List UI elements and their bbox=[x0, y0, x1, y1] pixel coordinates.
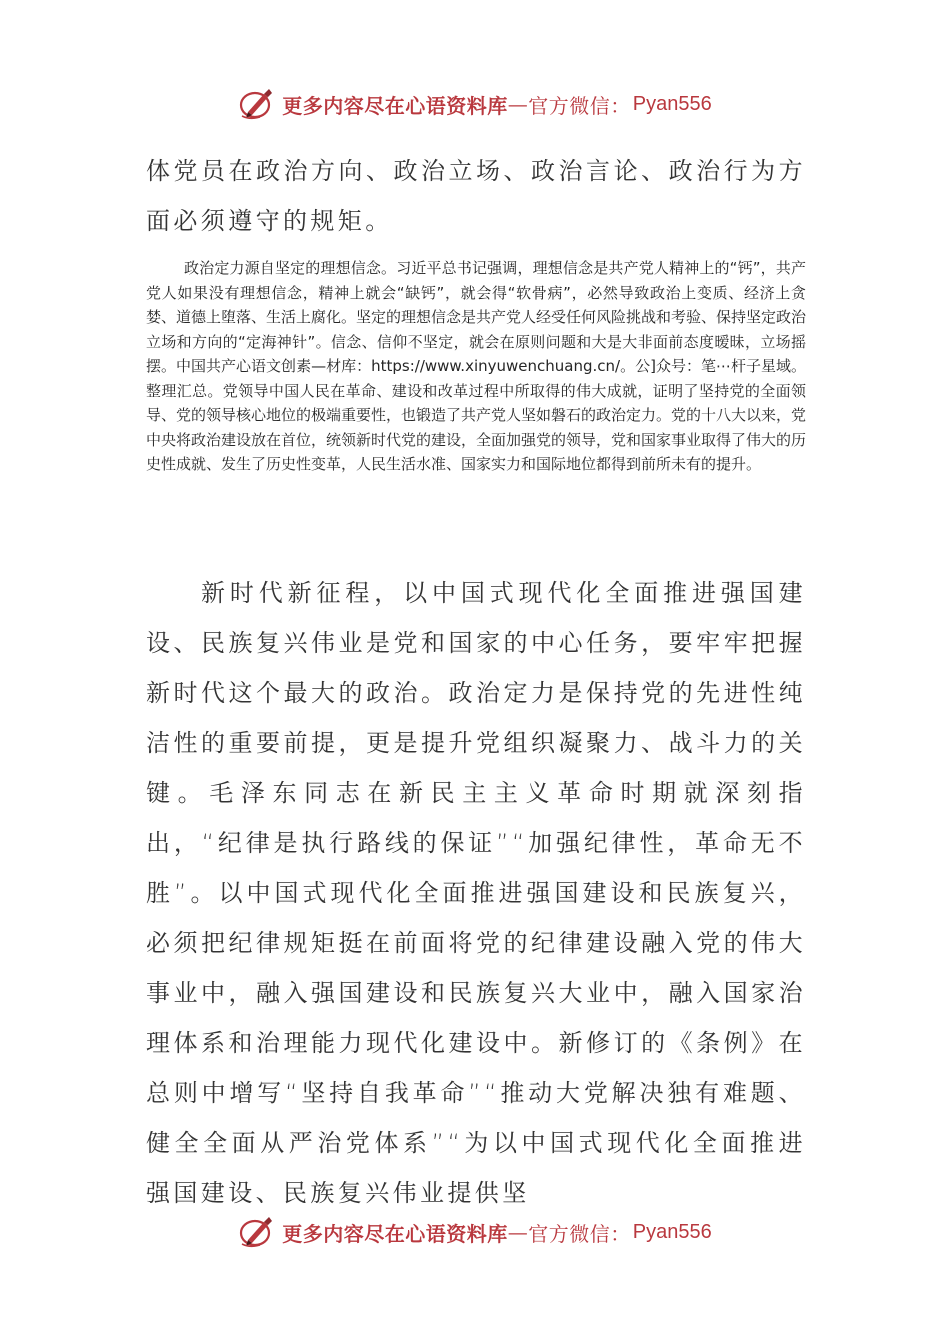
body-paragraph-3: 新时代新征程，以中国式现代化全面推进强国建设、民族复兴伟业是党和国家的中心任务，要牢牢把握新时代这个最大的政治。政治定力是保持党的先进性纯洁性的重要前提，更是提升党组织凝聚力、战斗力的关键。毛泽东同志在新民主主义革命时期就深刻指出，“纪律是执行路线的保证”“加强纪律性，革命无不胜”。以中国式现代化全面推进强国建设和民族复兴，必须把纪律规矩挺在前面将党的纪律建设融入党的伟大事业中，融入强国建设和民族复兴大业中，融入国家治理体系和治理能力现代化建设中。新修订的《条例》在总则中增写“坚持自我革命”“推动大党解决独有难题、健全全面从严治党体系”“为以中国式现代化全面推进强国建设、民族复兴伟业提供坚 bbox=[146, 579, 806, 1207]
header-wechat-label: 官方微信： bbox=[528, 93, 631, 118]
footer-wechat-label: 官方微信： bbox=[528, 1221, 631, 1246]
footer-wechat-id: Pyan556 bbox=[632, 1220, 712, 1243]
header-banner bbox=[0, 82, 950, 126]
footer-brand-text: 更多内容尽在心语资料库 bbox=[282, 1221, 508, 1246]
pen-logo-icon bbox=[238, 85, 276, 123]
header-wechat-id: Pyan556 bbox=[632, 92, 712, 115]
pen-logo-icon bbox=[238, 1213, 276, 1251]
header-separator: — bbox=[507, 92, 529, 116]
header-brand-text: 更多内容尽在心语资料库 bbox=[282, 93, 508, 118]
footer-separator: — bbox=[507, 1220, 529, 1244]
body-paragraph-2: 政治定力源自坚定的理想信念。习近平总书记强调，理想信念是共产党人精神上的“钙”，共产党人如果没有理想信念，精神上就会“缺钙”，就会得“软骨病”，必然导致政治上变质、经济上贪婪、道德上堕落、生活上腐化。坚定的理想信念是共产党人经受任何风险挑战和考验、保持坚定政治立场和方向的“定海神针”。信念、信仰不坚定，就会在原则问题和大是大非面前态度暧昧，立场摇摆。中国共产心语文创素—材库：https://www.xinyuwenchuang.cn/。公]众号：笔⋯杆子星域。整理汇总。党领导中国人民在革命、建设和改革过程中所取得的伟大成就，证明了坚持党的全面领导、党的领导核心地位的极端重要性，也锻造了共产党人坚如磐石的政治定力。党的十八大以来，党中央将政治建设放在首位，统领新时代党的建设，全面加强党的领导，党和国家事业取得了伟大的历史性成就、发生了历史性变革，人民生活水准、国家实力和国际地位都得到前所未有的提升。 bbox=[146, 259, 807, 473]
footer-banner bbox=[0, 1210, 950, 1254]
body-paragraph-1: 体党员在政治方向、政治立场、政治言论、政治行为方面必须遵守的规矩。 bbox=[146, 157, 806, 235]
